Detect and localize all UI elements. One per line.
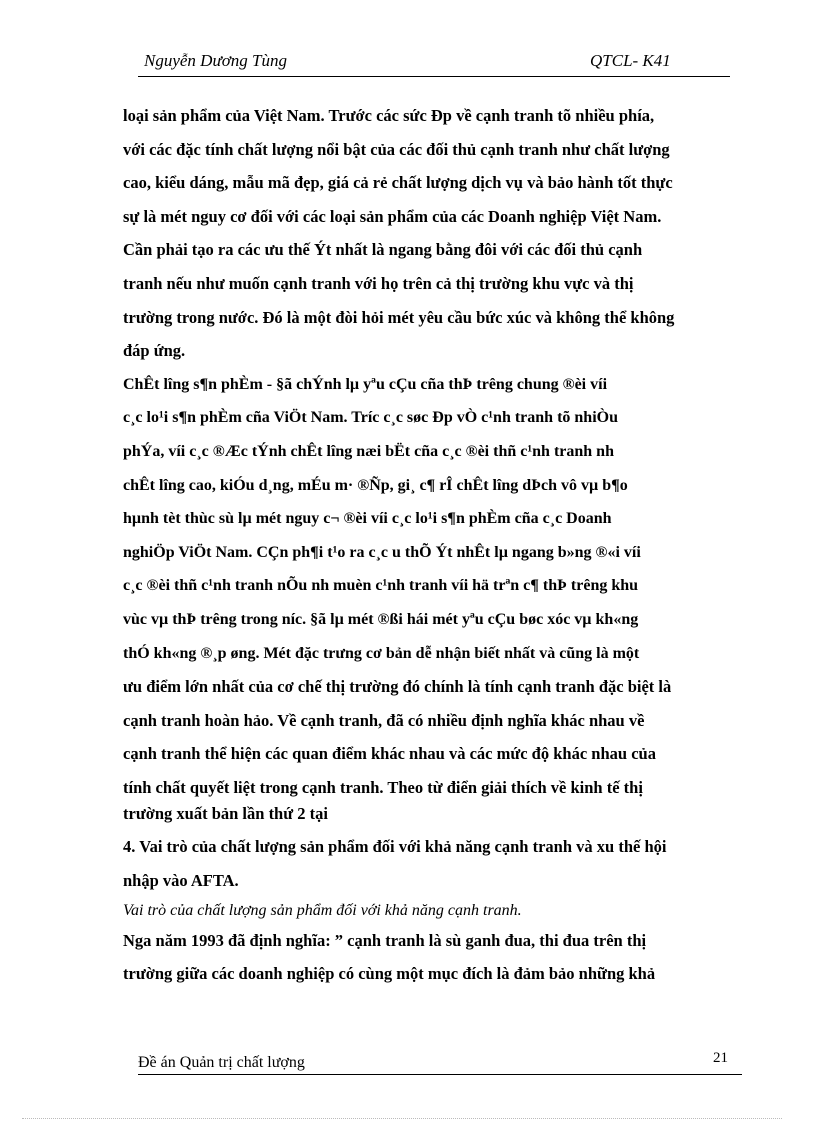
body-line: hµnh tèt thùc sù lµ mét nguy c¬ ®èi víi c¸c lo¹i s¶n phÈm cña c¸c Doanh [123,510,612,528]
body-line: c¸c ®èi thñ c¹nh tranh nÕu nh muèn c¹nh tranh víi hä trªn c¶ thÞ trêng khu [123,577,639,595]
document-body [123,99,773,991]
body-line: ChÊt lîng s¶n phÈm - §ã chÝnh lµ yªu cÇu cña thÞ trêng chung ®èi víi [123,375,608,393]
body-line: với các đặc tính chất lượng nổi bật của các đối thủ cạnh tranh như chất lượng [123,139,670,159]
page-number: 21 [713,1050,728,1066]
body-line: cạnh tranh thể hiện các quan điểm khác nhau và các mức độ khác nhau của [123,744,656,764]
body-line: c¸c lo¹i s¶n phÈm cña ViÖt Nam. Tríc c¸c søc Ðp vÒ c¹nh tranh tõ nhiÒu [123,409,618,427]
header-course-code: QTCL- K41 [590,51,671,70]
header-author: Nguyễn Dương Tùng [144,51,288,70]
body-line: tính chất quyết liệt trong cạnh tranh. Theo từ điển giải thích về kinh tế thị [123,777,643,797]
body-line: Cần phải tạo ra các ưu thế Ýt nhất là ngang bằng đôi với các đối thủ cạnh [123,240,643,260]
body-line: cao, kiểu dáng, mẫu mã đẹp, giá cả rẻ chất lượng dịch vụ và bảo hành tốt thực [123,173,673,193]
body-line: trường giữa các doanh nghiệp có cùng một mục đích là đảm bảo những khả [123,964,656,984]
body-line: vùc vµ thÞ trêng trong níc. §ã lµ mét ®ßi hái mét yªu cÇu bøc xóc vµ kh«ng [123,610,639,628]
body-line: sự là mét nguy cơ đối với các loại sản phẩm của các Doanh nghiệp Việt Nam. [123,206,662,226]
page-footer [138,1050,742,1075]
body-line: tranh nếu như muốn cạnh tranh với họ trên cả thị trường khu vực và thị [123,273,634,293]
page-bottom-border [22,1118,782,1119]
body-line: đáp ứng. [123,341,186,361]
body-line: chÊt lîng cao, kiÓu d¸ng, mÉu m· ®Ñp, gi¸ c¶ rÎ chÊt lîng dÞch vô vµ b¶o [123,476,628,494]
body-line: trường xuất bản lần thứ 2 tại [123,804,328,824]
subsection-heading: Vai trò của chất lượng sản phẩm đối với khả năng cạnh tranh. [123,901,522,919]
body-line: thÓ kh«ng ®¸p øng. Mét đặc trưng cơ bản dễ nhận biết nhất và cũng là một [123,644,640,662]
section-heading: nhập vào AFTA. [123,871,239,891]
section-heading: 4. Vai trò của chất lượng sản phẩm đối với khả năng cạnh tranh và xu thế hội [123,837,667,857]
body-line: trường trong nước. Đó là một đòi hỏi mét yêu cầu bức xúc và không thể không [123,307,675,327]
body-line: cạnh tranh hoàn hảo. Về cạnh tranh, đã có nhiều định nghĩa khác nhau về [123,710,645,730]
body-line: phÝa, víi c¸c ®Æc tÝnh chÊt lîng næi bËt cña c¸c ®èi thñ c¹nh tranh nh [123,442,614,460]
body-line: loại sản phẩm của Việt Nam. Trước các sức Ðp về cạnh tranh tõ nhiều phía, [123,106,655,125]
body-line: nghiÖp ViÖt Nam. CÇn ph¶i t¹o ra c¸c u thÕ Ýt nhÊt lµ ngang b»ng ®«i víi [123,543,641,561]
page-header [138,48,730,77]
body-line: Nga năm 1993 đã định nghĩa: ” cạnh tranh là sù ganh đua, thi đua trên thị [123,930,647,950]
footer-title: Đề án Quản trị chất lượng [138,1054,305,1071]
body-line: ưu điểm lớn nhất của cơ chế thị trường đó chính là tính cạnh tranh đặc biệt là [123,677,672,697]
